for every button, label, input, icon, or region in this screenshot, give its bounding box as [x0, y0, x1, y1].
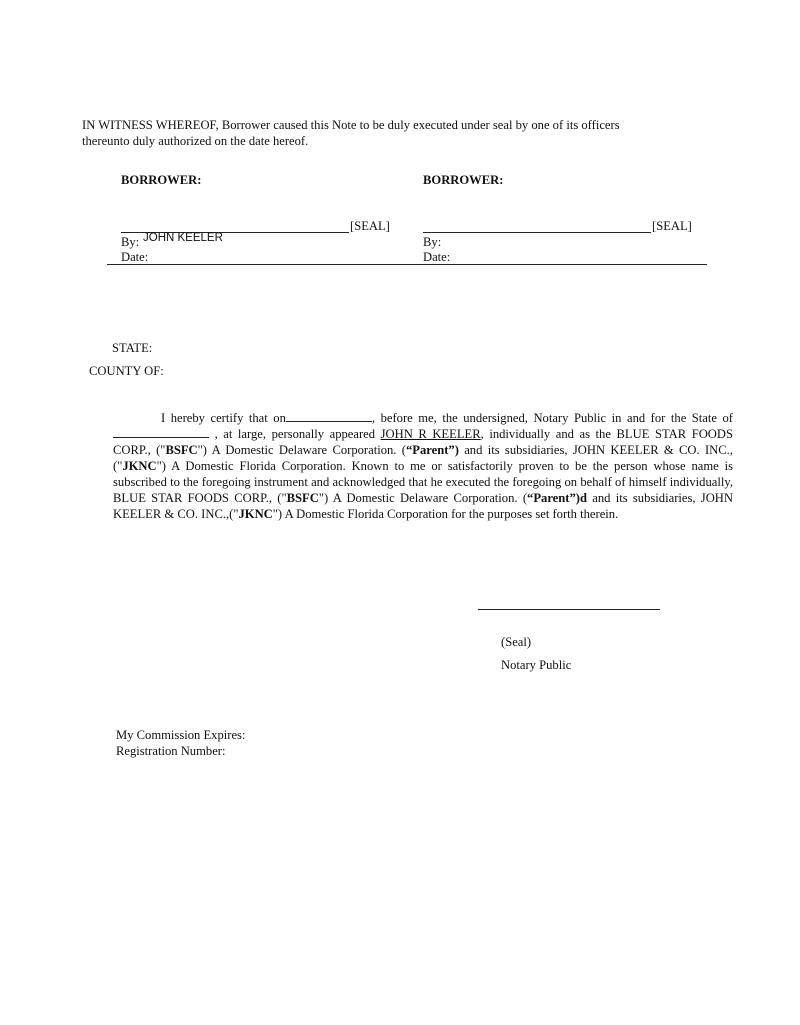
notary-signature-line [478, 609, 660, 610]
date-blank [286, 421, 372, 422]
signature-line-right [423, 232, 651, 233]
by-label-right: By: [423, 235, 442, 249]
borrower-heading-left: BORROWER: [121, 173, 202, 187]
jknc-term-2: JKNC [238, 507, 273, 521]
cert-text-4: , individually and as the BLUE STAR FOODS CORP., (" [113, 427, 733, 457]
cert-text-3: , at large, personally appeared [209, 427, 381, 441]
signature-section-divider [107, 264, 707, 265]
state-blank [113, 437, 209, 438]
witness-line-1: IN WITNESS WHEREOF, Borrower caused this Note to be duly executed under seal by one of its officers [82, 118, 620, 132]
parent-term-2: “Parent”)d [527, 491, 587, 505]
seal-label-left: [SEAL] [350, 219, 390, 233]
parent-term: “Parent”) [405, 443, 459, 457]
by-label-left: By: [121, 235, 140, 249]
notary-seal-label: (Seal) [501, 635, 532, 649]
cert-text-2: , before me, the undersigned, Notary Public in and for the State of [371, 411, 733, 425]
bsfc-term-2: BSFC [286, 491, 319, 505]
cert-text-8: ") A Domestic Delaware Corporation. ( [318, 491, 528, 505]
county-label: COUNTY OF: [89, 364, 164, 378]
cert-text-6: and its subsidiaries, JOHN KEELER & CO. INC.,(" [113, 443, 733, 473]
date-label-left: Date: [121, 250, 149, 264]
commission-expires-label: My Commission Expires: [116, 728, 246, 742]
state-label: STATE: [112, 341, 153, 355]
cert-text-9: and its subsidiaries, JOHN KEELER & CO. INC.,(" [113, 491, 733, 521]
by-value-left: JOHN KEELER [143, 232, 223, 244]
bsfc-term: BSFC [165, 443, 198, 457]
cert-text-7: ") A Domestic Florida Corporation. Known to me or satisfactorily proven to be the person whose name is subscribed to the foregoing instrument and acknowledged that he executed the foregoing on behalf of himself individually, BLUE STAR FOODS CORP., (" [113, 459, 733, 505]
witness-line-2: thereunto duly authorized on the date hereof. [82, 134, 309, 148]
appeared-name: JOHN R KEELER [380, 427, 481, 441]
cert-text-1: I hereby certify that on [161, 411, 286, 425]
date-label-right: Date: [423, 250, 451, 264]
borrower-heading-right: BORROWER: [423, 173, 504, 187]
certification-paragraph [113, 410, 733, 522]
notary-public-label: Notary Public [501, 658, 572, 672]
cert-text-10: ") A Domestic Florida Corporation for the purposes set forth therein. [272, 507, 619, 521]
registration-number-label: Registration Number: [116, 744, 226, 758]
seal-label-right: [SEAL] [652, 219, 692, 233]
cert-text-5: ") A Domestic Delaware Corporation. ( [197, 443, 406, 457]
jknc-term: JKNC [122, 459, 157, 473]
